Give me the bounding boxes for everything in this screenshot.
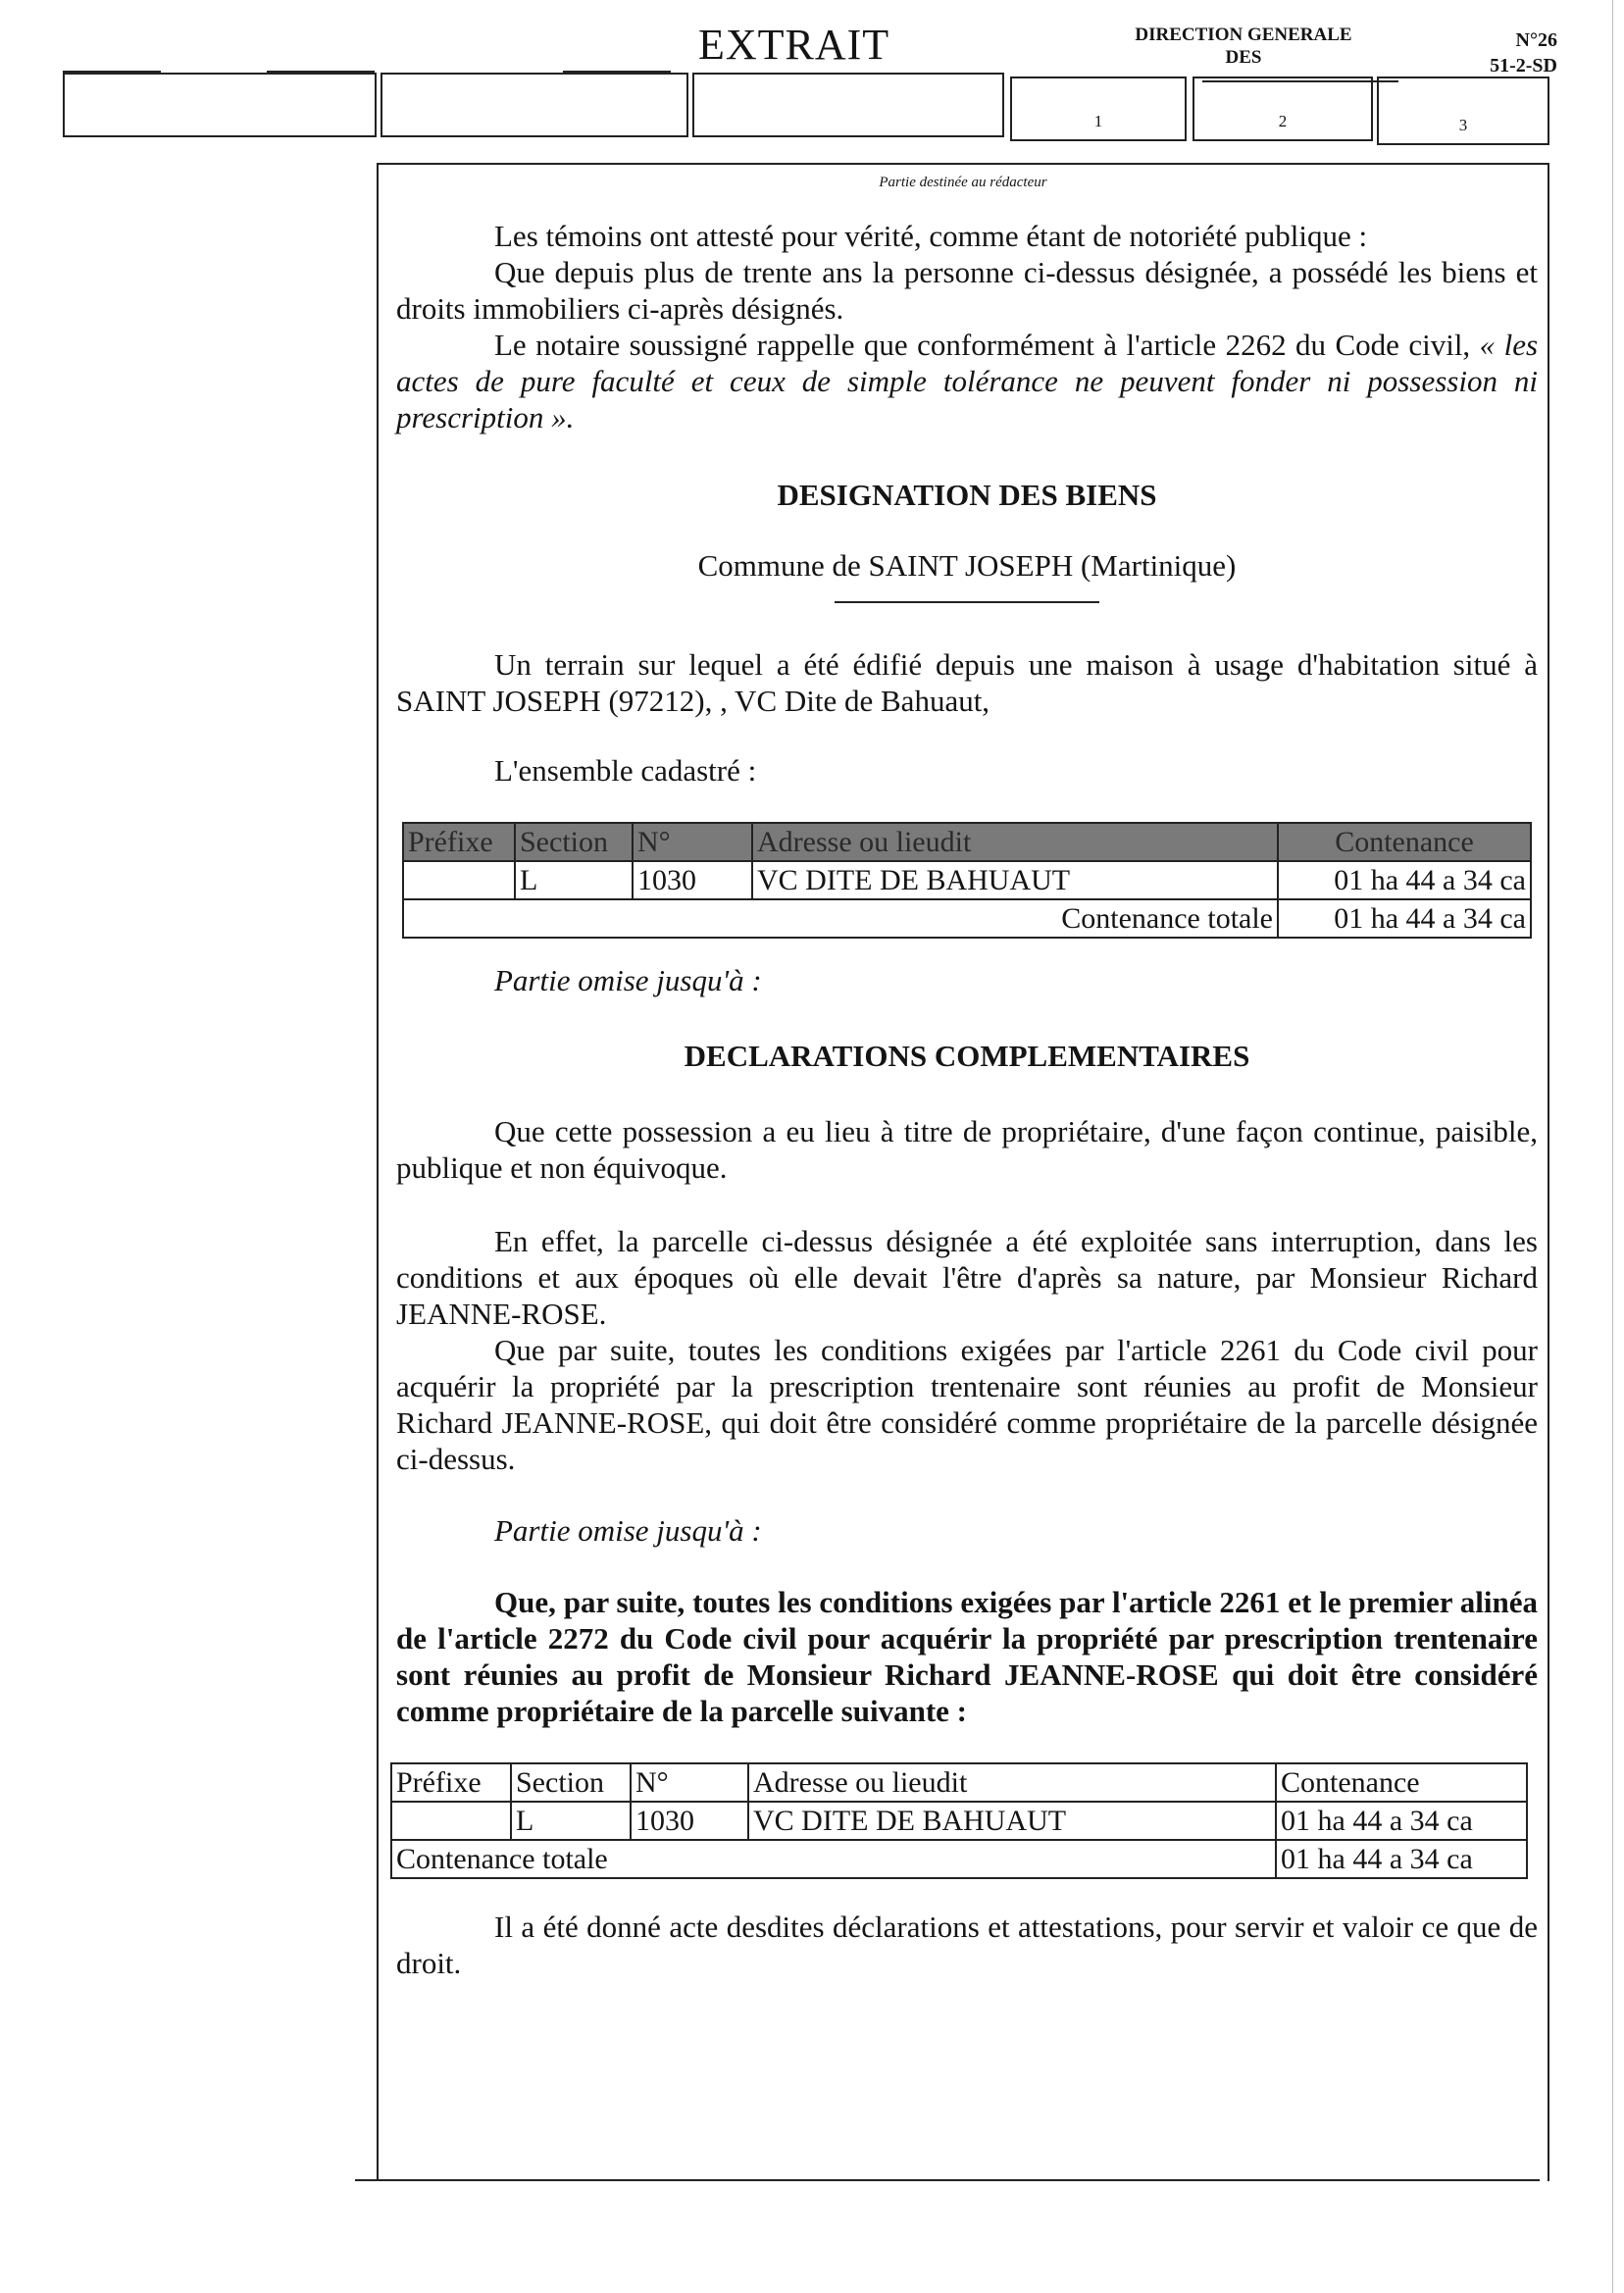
table-cell: L [511,1802,631,1840]
direction-line-1: DIRECTION GENERALE [1135,25,1352,45]
table-row [391,1802,1527,1840]
table-cell: 1030 [633,861,752,899]
header-box-blank [63,73,377,137]
form-number [1459,27,1557,78]
column-header: Contenance [1278,823,1531,861]
total-value: 01 ha 44 a 34 ca [1276,1840,1527,1878]
total-label: Contenance totale [403,899,1278,938]
header-box-blank [692,73,1004,137]
paragraph-terrain: Un terrain sur lequel a été édifié depuis une maison à usage d'habitation situé à SAINT JOSEPH (97212), , VC Dite de Bahuaut, [396,647,1538,718]
direction-generale-label [1096,24,1391,69]
heading-declarations-complementaires: DECLARATIONS COMPLEMENTAIRES [684,1039,1250,1073]
table-total-row [403,899,1531,938]
document-body [396,218,1538,1981]
total-value: 01 ha 44 a 34 ca [1278,899,1531,938]
paragraph-closing: Il a été donné acte desdites déclarations et attestations, pour servir et valoir ce que de droit. [396,1910,1538,1980]
total-label: Contenance totale [391,1840,1276,1878]
table-header-row [391,1763,1527,1802]
partie-omise-1: Partie omise jusqu'à : [494,963,762,997]
article-2262-quote: « les actes de pure faculté et ceux de simple tolérance ne peuvent fonder ni possession ni prescription ». [396,328,1539,434]
cadastre-table-1 [402,822,1532,939]
table-cell [403,861,515,899]
column-header: Section [511,1763,631,1802]
column-header: Préfixe [403,823,515,861]
paragraph-temoins: Les témoins ont attesté pour vérité, comme étant de notoriété publique : [494,219,1368,253]
header-box-number: 3 [1458,116,1468,134]
column-header: Préfixe [391,1763,511,1802]
column-header: N° [631,1763,748,1802]
table-row [403,861,1531,899]
page-edge-line [1612,0,1613,2293]
paragraph-article-2262 [396,327,1538,435]
table-cell: VC DITE DE BAHUAUT [748,1802,1276,1840]
separator-rule [835,601,1099,603]
table-cell: VC DITE DE BAHUAUT [752,861,1278,899]
column-header: Contenance [1276,1763,1527,1802]
table-cell: 1030 [631,1802,748,1840]
commune-label: Commune de SAINT JOSEPH (Martinique) [697,548,1237,583]
column-header: Section [515,823,633,861]
column-header: Adresse ou lieudit [752,823,1278,861]
header-box-number: 2 [1278,112,1288,130]
table-header-row [403,823,1531,861]
paragraph-possession-continue: Que cette possession a eu lieu à titre de propriétaire, d'une façon continue, paisible, publique et non équivoque. [396,1114,1538,1185]
direction-line-2: DES [1225,47,1262,68]
table-cell: 01 ha 44 a 34 ca [1276,1802,1527,1840]
table-cell: L [515,861,633,899]
table-cell [391,1802,511,1840]
cadastre-table-2 [390,1762,1528,1879]
header-box-number: 1 [1093,112,1103,130]
partie-omise-2: Partie omise jusqu'à : [494,1513,762,1548]
frame-bottom-rule [355,2179,1540,2181]
header-box-blank [381,73,688,137]
column-header: N° [633,823,752,861]
paragraph-article-2272-bold: Que, par suite, toutes les conditions exigées par l'article 2261 et le premier alinéa de l'article 2272 du Code civil pour acquérir la propriété par prescription trentenaire sont réunies au profit de Monsieur Richard JEANNE-ROSE qui doit être considéré comme propriétaire de la parcelle suivante : [396,1585,1538,1728]
paragraph-exploitee: En effet, la parcelle ci-dessus désignée a été exploitée sans interruption, dans les conditions et aux époques où elle devait l'être d'après sa nature, par Monsieur Richard JEANNE-ROSE. [396,1224,1538,1331]
article-2262-intro: Le notaire soussigné rappelle que conformément à l'article 2262 du Code civil, [494,328,1471,362]
header-box-2 [1193,76,1373,141]
document-title: EXTRAIT [698,21,890,69]
form-reference: 51-2-SD [1490,55,1557,76]
paragraph-possession-trente-ans: Que depuis plus de trente ans la personne ci-dessus désignée, a possédé les biens et droits immobiliers ci-après désignés. [396,255,1538,326]
table-total-row [391,1840,1527,1878]
heading-designation-des-biens: DESIGNATION DES BIENS [777,478,1157,512]
header-box-3 [1377,76,1549,145]
paragraph-article-2261: Que par suite, toutes les conditions exigées par l'article 2261 du Code civil pour acquérir la propriété par la prescription trentenaire sont réunies au profit de Monsieur Richard JEANNE-ROSE, qui doit être considéré comme propriétaire de la parcelle désignée ci-dessus. [396,1333,1538,1476]
redacteur-note: Partie destinée au rédacteur [879,175,1047,190]
table-cell: 01 ha 44 a 34 ca [1278,861,1531,899]
paragraph-ensemble-cadastre: L'ensemble cadastré : [494,753,757,788]
header-box-1 [1010,76,1187,141]
form-numero: N°26 [1515,29,1557,51]
column-header: Adresse ou lieudit [748,1763,1276,1802]
